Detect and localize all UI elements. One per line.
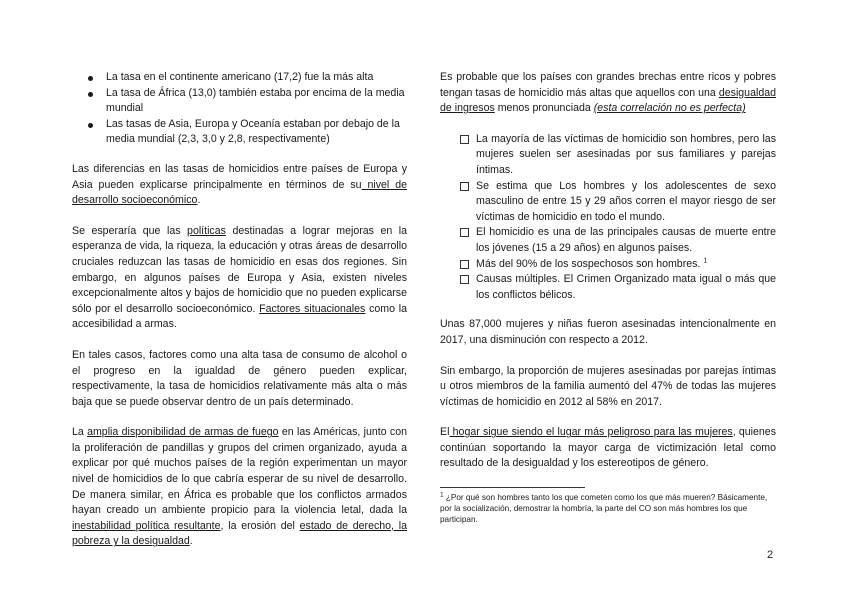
paragraph-americas: La amplia disponibilidad de armas de fuego en las Américas, junto con la proliferación de pandillas y grupos del crimen organizado, ayuda a explicar por qué muchos países de la región experimentan un mayor nivel de homicidios de lo que cabría esperar de su nivel de desarrollo. De manera similar, en África es probable que los conflictos armados hayan creado un ambiente propicio para la violencia letal, dada la inestabilidad política resultante, la erosión del estado de derecho, la pobreza y la desigualdad. bbox=[72, 426, 407, 548]
link-situational-factors[interactable]: Factores situacionales bbox=[259, 302, 366, 315]
link-political-instability[interactable]: inestabilidad política resultante bbox=[72, 519, 221, 532]
checkbox-item: Se estima que Los hombres y los adolescentes de sexo masculino de entre 15 y 29 años corren el mayor riesgo de ser víctimas de homicidio en todo el mundo. bbox=[440, 179, 776, 226]
paragraph-home-danger: El hogar sigue siendo el lugar más peligroso para las mujeres, quienes continúan soportando la mayor carga de victimización letal como resultado de la desigualdad y los estereotipos de género. bbox=[440, 426, 776, 470]
bullet-icon bbox=[88, 92, 93, 97]
list-item: La tasa en el continente americano (17,2) fue la más alta bbox=[72, 70, 407, 86]
paragraph-alcohol: En tales casos, factores como una alta tasa de consumo de alcohol o el progreso en la igualdad de género pueden explicar, respectivamente, la tasa de homicidios relativamente más alta o más baja que se puede observar dentro de un país determinado. bbox=[72, 348, 407, 408]
link-home-danger[interactable]: hogar sigue siendo el lugar más peligroso para las mujeres bbox=[449, 426, 733, 439]
link-policies[interactable]: políticas bbox=[187, 224, 226, 237]
page-number: 2 bbox=[767, 549, 774, 561]
link-firearms[interactable]: amplia disponibilidad de armas de fuego bbox=[87, 426, 279, 439]
link-correlation-note[interactable]: (esta correlación no es perfecta) bbox=[593, 102, 746, 115]
list-item: Las tasas de Asia, Europa y Oceanía estaban por debajo de la media mundial (2,3, 3,0 y 2,8, respectivamente) bbox=[72, 117, 407, 148]
paragraph-inequality: Es probable que los países con grandes brechas entre ricos y pobres tengan tasas de homicidio más altas que aquellos con una desigualdad de ingresos menos pronunciada (esta correlación no es perfecta) bbox=[440, 71, 776, 115]
paragraph-women-killed: Unas 87,000 mujeres y niñas fueron asesinadas intencionalmente en 2017, una disminución con respecto a 2012. bbox=[440, 318, 776, 346]
checkbox-item: Causas múltiples. El Crimen Organizado mata igual o más que los conflictos bélicos. bbox=[440, 272, 776, 303]
checkbox-item: Más del 90% de los sospechosos son hombres. $^1$ bbox=[440, 257, 776, 273]
bullet-list bbox=[72, 70, 407, 148]
checkbox-icon[interactable] bbox=[460, 228, 469, 237]
link-socioeconomic[interactable]: nivel de desarrollo socioeconómico bbox=[72, 178, 407, 207]
left-column bbox=[72, 70, 407, 565]
checkbox-icon[interactable] bbox=[460, 260, 469, 269]
footnote-mark: 1 bbox=[440, 491, 444, 499]
paragraph-intimate-partners: Sin embargo, la proporción de mujeres asesinadas por parejas íntimas u otros miembros de la familia aumentó del 47% de todas las mujeres víctimas de homicidio en 2012 al 58% en 2017. bbox=[440, 364, 776, 408]
footnote-divider bbox=[440, 487, 585, 488]
bullet-icon bbox=[88, 76, 93, 81]
link-rule-of-law[interactable]: estado de derecho, la pobreza y la desigualdad bbox=[72, 519, 407, 548]
checkbox-icon[interactable] bbox=[460, 135, 469, 144]
bullet-icon bbox=[88, 123, 93, 128]
paragraph-policies: Se esperaría que las políticas destinadas a lograr mejoras en la esperanza de vida, la riqueza, la educación y otras áreas de desarrollo cruciales reduzcan las tasas de homicidio en esas dos regiones. Sin embargo, en algunos países de Europa y Asia, existen niveles excepcionalmente altos y bajos de homicidio que no pueden explicarse sólo por el desarrollo socioeconómico. Factores situacionales como la accesibilidad a armas. bbox=[72, 224, 408, 331]
footnote-reference[interactable]: 1 bbox=[703, 257, 708, 264]
link-income-inequality[interactable]: desigualdad de ingresos bbox=[440, 86, 776, 115]
right-column bbox=[440, 70, 776, 525]
checkbox-list bbox=[440, 132, 776, 304]
checkbox-icon[interactable] bbox=[460, 182, 469, 191]
checkbox-item: La mayoría de las víctimas de homicidio son hombres, pero las mujeres suelen ser asesinadas por sus familiares y parejas íntimas. bbox=[440, 132, 776, 179]
checkbox-item: El homicidio es una de las principales causas de muerte entre los jóvenes (15 a 29 años) en algunos países. bbox=[440, 225, 776, 256]
list-item: La tasa de África (13,0) también estaba por encima de la media mundial bbox=[72, 86, 407, 117]
checkbox-icon[interactable] bbox=[460, 275, 469, 284]
footnote: $^1$ ¿Por qué son hombres tanto los que cometen como los que más mueren? Básicamente, por la socialización, demostrar la hombría, la parte del CO son más hombres los que participan. bbox=[440, 491, 768, 525]
paragraph-socioeconomic: Las diferencias en las tasas de homicidios entre países de Europa y Asia pueden explicarse principalmente en términos de su nivel de desarrollo socioeconómico. bbox=[72, 162, 407, 207]
